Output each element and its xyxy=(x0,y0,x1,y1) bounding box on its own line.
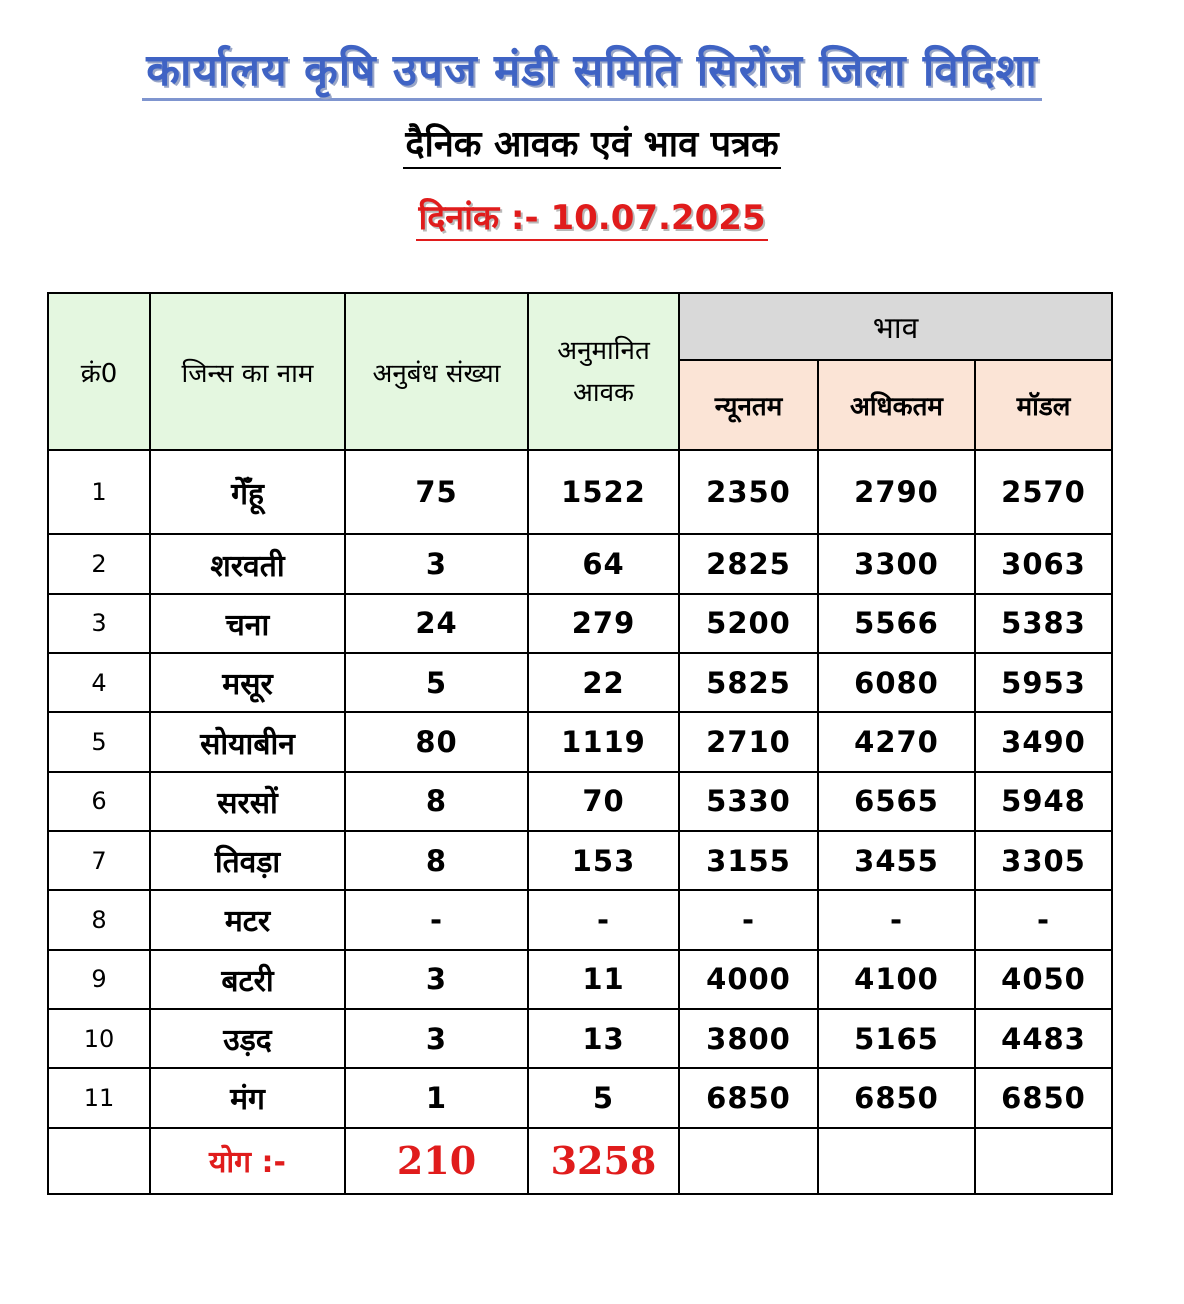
cell-modal-price: 6850 xyxy=(975,1068,1112,1127)
cell-contracts: 24 xyxy=(345,594,528,653)
cell-sno: 9 xyxy=(48,950,150,1009)
sheet-title-text: दैनिक आवक एवं भाव पत्रक xyxy=(403,124,780,169)
cell-arrival: 153 xyxy=(528,831,679,890)
header-arrival xyxy=(528,293,679,450)
header-sno: क्रं0 xyxy=(48,293,150,450)
cell-crop: सरसों xyxy=(150,772,345,831)
cell-sno: 7 xyxy=(48,831,150,890)
cell-contracts: 8 xyxy=(345,831,528,890)
table-row xyxy=(48,772,1112,831)
cell-arrival: 22 xyxy=(528,653,679,712)
cell-max-price: 5165 xyxy=(818,1009,975,1068)
cell-max-price: 4100 xyxy=(818,950,975,1009)
cell-arrival: 13 xyxy=(528,1009,679,1068)
cell-min-price: 4000 xyxy=(679,950,818,1009)
cell-sno: 3 xyxy=(48,594,150,653)
cell-max-price: 6850 xyxy=(818,1068,975,1127)
table-row xyxy=(48,1009,1112,1068)
date-line xyxy=(0,193,1184,239)
table-row xyxy=(48,712,1112,771)
table-row xyxy=(48,1068,1112,1127)
date-text: दिनांक :- 10.07.2025 xyxy=(416,198,767,241)
cell-min-price: 5200 xyxy=(679,594,818,653)
cell-max-price: 4270 xyxy=(818,712,975,771)
cell-max-price: 2790 xyxy=(818,450,975,534)
table-row xyxy=(48,534,1112,593)
cell-sno: 8 xyxy=(48,890,150,949)
cell-crop: मंग xyxy=(150,1068,345,1127)
cell-contracts: 3 xyxy=(345,1009,528,1068)
header-contracts: अनुबंध संख्या xyxy=(345,293,528,450)
cell-modal-price: 3490 xyxy=(975,712,1112,771)
rates-table xyxy=(47,292,1113,1195)
total-contracts: 210 xyxy=(345,1128,528,1194)
cell-contracts: 3 xyxy=(345,534,528,593)
header-price-group: भाव xyxy=(679,293,1112,360)
cell-modal-price: 3063 xyxy=(975,534,1112,593)
cell-crop: उड़द xyxy=(150,1009,345,1068)
cell-max-price: 3300 xyxy=(818,534,975,593)
cell-min-price: - xyxy=(679,890,818,949)
cell-min-price: 3155 xyxy=(679,831,818,890)
cell-sno: 5 xyxy=(48,712,150,771)
cell-modal-price: 4483 xyxy=(975,1009,1112,1068)
cell-max-price: 3455 xyxy=(818,831,975,890)
cell-sno: 2 xyxy=(48,534,150,593)
cell-modal-price: 5383 xyxy=(975,594,1112,653)
table-row xyxy=(48,831,1112,890)
cell-crop: गेँहू xyxy=(150,450,345,534)
cell-sno: 4 xyxy=(48,653,150,712)
total-blank-cell xyxy=(679,1128,818,1194)
cell-arrival: 64 xyxy=(528,534,679,593)
cell-contracts: 75 xyxy=(345,450,528,534)
office-title xyxy=(0,38,1184,98)
cell-min-price: 2350 xyxy=(679,450,818,534)
cell-crop: बटरी xyxy=(150,950,345,1009)
cell-max-price: 6565 xyxy=(818,772,975,831)
header-max-price: अधिकतम xyxy=(818,360,975,450)
cell-max-price: 6080 xyxy=(818,653,975,712)
header-min-price: न्यूनतम xyxy=(679,360,818,450)
cell-sno: 1 xyxy=(48,450,150,534)
cell-arrival: 70 xyxy=(528,772,679,831)
table-row xyxy=(48,653,1112,712)
cell-min-price: 3800 xyxy=(679,1009,818,1068)
table-row xyxy=(48,950,1112,1009)
total-row xyxy=(48,1128,1112,1194)
total-arrival: 3258 xyxy=(528,1128,679,1194)
header-modal-price: मॉडल xyxy=(975,360,1112,450)
header-arrival-label: अनुमानित आवक xyxy=(557,335,650,408)
cell-crop: शरवती xyxy=(150,534,345,593)
cell-crop: तिवड़ा xyxy=(150,831,345,890)
cell-arrival: 5 xyxy=(528,1068,679,1127)
cell-modal-price: 2570 xyxy=(975,450,1112,534)
cell-contracts: 80 xyxy=(345,712,528,771)
cell-max-price: - xyxy=(818,890,975,949)
cell-arrival: 1522 xyxy=(528,450,679,534)
cell-modal-price: 5948 xyxy=(975,772,1112,831)
cell-min-price: 2825 xyxy=(679,534,818,593)
cell-arrival: 279 xyxy=(528,594,679,653)
total-blank-cell xyxy=(975,1128,1112,1194)
cell-modal-price: 3305 xyxy=(975,831,1112,890)
cell-min-price: 2710 xyxy=(679,712,818,771)
cell-max-price: 5566 xyxy=(818,594,975,653)
cell-contracts: 8 xyxy=(345,772,528,831)
cell-arrival: - xyxy=(528,890,679,949)
sheet-title xyxy=(0,118,1184,167)
cell-sno: 10 xyxy=(48,1009,150,1068)
cell-sno: 6 xyxy=(48,772,150,831)
cell-contracts: 1 xyxy=(345,1068,528,1127)
header-crop: जिन्स का नाम xyxy=(150,293,345,450)
cell-modal-price: 5953 xyxy=(975,653,1112,712)
table-row xyxy=(48,450,1112,534)
cell-sno: 11 xyxy=(48,1068,150,1127)
office-title-text: कार्यालय कृषि उपज मंडी समिति सिरोंज जिला विदिशा xyxy=(142,45,1042,101)
cell-arrival: 1119 xyxy=(528,712,679,771)
cell-min-price: 6850 xyxy=(679,1068,818,1127)
cell-min-price: 5825 xyxy=(679,653,818,712)
total-blank-cell xyxy=(48,1128,150,1194)
cell-arrival: 11 xyxy=(528,950,679,1009)
total-label: योग :- xyxy=(150,1128,345,1194)
cell-min-price: 5330 xyxy=(679,772,818,831)
cell-crop: चना xyxy=(150,594,345,653)
cell-crop: सोयाबीन xyxy=(150,712,345,771)
table-row xyxy=(48,890,1112,949)
cell-contracts: 3 xyxy=(345,950,528,1009)
cell-contracts: - xyxy=(345,890,528,949)
table-row xyxy=(48,594,1112,653)
total-blank-cell xyxy=(818,1128,975,1194)
cell-crop: मटर xyxy=(150,890,345,949)
cell-modal-price: 4050 xyxy=(975,950,1112,1009)
cell-crop: मसूर xyxy=(150,653,345,712)
cell-modal-price: - xyxy=(975,890,1112,949)
cell-contracts: 5 xyxy=(345,653,528,712)
